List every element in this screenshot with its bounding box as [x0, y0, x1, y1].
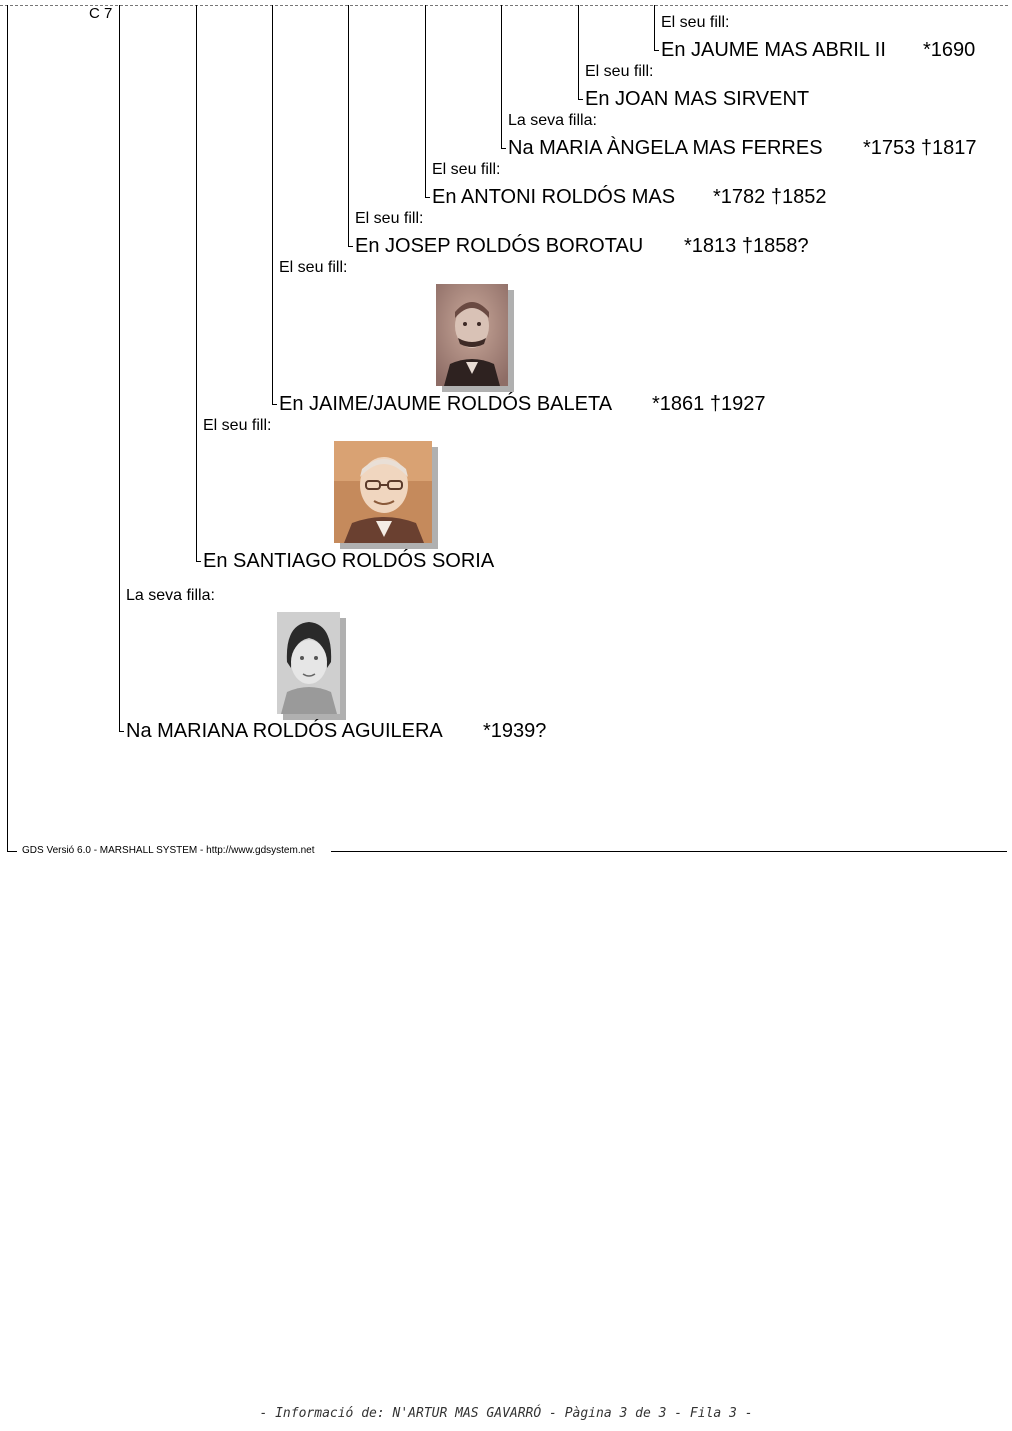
tree-connector-gen5: [348, 246, 353, 247]
portrait-photo-jaime-roldos-baleta: [436, 284, 514, 392]
person-name: En JAIME/JAUME ROLDÓS BALETA: [279, 393, 613, 415]
person-dates: *1690: [923, 39, 976, 61]
relation-label: El seu fill:: [661, 14, 730, 31]
person-name: En JAUME MAS ABRIL II: [661, 39, 886, 61]
relation-label: El seu fill:: [355, 210, 424, 227]
frame-footer-line-left: [7, 851, 17, 852]
tree-connector-gen3: [501, 148, 506, 149]
tree-line-gen2: [578, 5, 579, 99]
tree-line-gen8: [119, 5, 120, 731]
person-dates: *1753 †1817: [863, 137, 977, 159]
tree-line-gen6: [272, 5, 273, 404]
tree-line-gen3: [501, 5, 502, 148]
person-name: En JOSEP ROLDÓS BOROTAU: [355, 235, 644, 257]
person-name: En JOAN MAS SIRVENT: [585, 88, 810, 110]
tree-connector-gen1: [654, 50, 659, 51]
tree-connector-gen2: [578, 99, 583, 100]
tree-line-gen7: [196, 5, 197, 561]
tree-connector-gen4: [425, 197, 430, 198]
person-name: En ANTONI ROLDÓS MAS: [432, 186, 676, 208]
tree-line-gen5: [348, 5, 349, 246]
top-border: [0, 5, 1008, 6]
person-name: Na MARIA ÀNGELA MAS FERRES: [508, 137, 823, 159]
portrait-photo-santiago-roldos-soria: [334, 441, 438, 549]
relation-label: La seva filla:: [126, 587, 215, 604]
footer-credit: GDS Versió 6.0 - MARSHALL SYSTEM - http://www.gdsystem.net: [22, 845, 315, 856]
relation-label: La seva filla:: [508, 112, 597, 129]
person-name: En SANTIAGO ROLDÓS SORIA: [203, 550, 495, 572]
page-info: - Informació de: N'ARTUR MAS GAVARRÓ - Pàgina 3 de 3 - Fila 3 -: [259, 1406, 753, 1421]
relation-label: El seu fill:: [432, 161, 501, 178]
frame-left-line: [7, 5, 8, 851]
relation-label: El seu fill:: [585, 63, 654, 80]
relation-label: El seu fill:: [279, 259, 348, 276]
person-dates: *1782 †1852: [713, 186, 827, 208]
person-name: Na MARIANA ROLDÓS AGUILERA: [126, 720, 443, 742]
tree-connector-gen6: [272, 404, 277, 405]
tree-line-gen1: [654, 5, 655, 50]
tree-connector-gen7: [196, 561, 201, 562]
portrait-photo-mariana-roldos-aguilera: [277, 612, 346, 720]
tree-connector-gen8: [119, 731, 124, 732]
relation-label: El seu fill:: [203, 417, 272, 434]
person-dates: *1861 †1927: [652, 393, 766, 415]
person-dates: *1813 †1858?: [684, 235, 809, 257]
person-dates: *1939?: [483, 720, 547, 742]
chart-code: C 7: [89, 5, 113, 22]
frame-footer-line-right: [331, 851, 1007, 852]
tree-line-gen4: [425, 5, 426, 197]
